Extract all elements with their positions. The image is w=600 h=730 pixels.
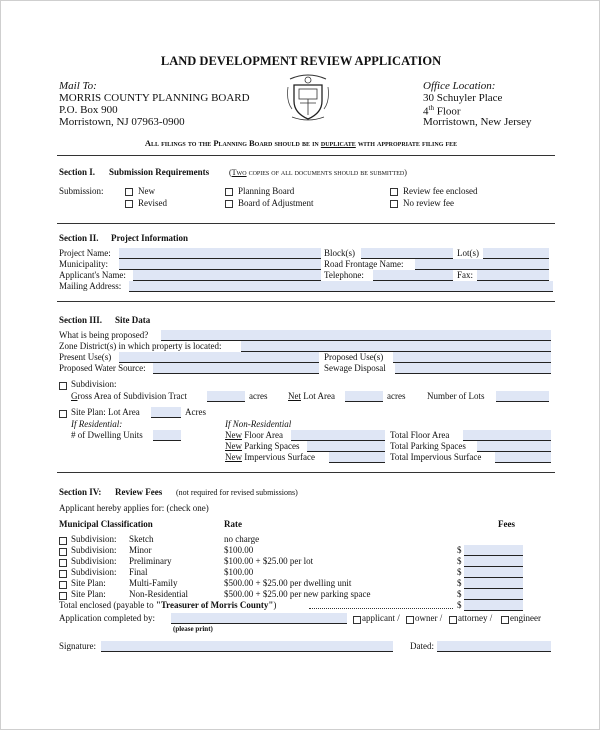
subdivision-label: Subdivision: xyxy=(71,379,117,389)
telephone-field[interactable] xyxy=(373,270,453,281)
section4-heading: Section IV: xyxy=(59,487,102,497)
new-floor-underlined: New xyxy=(225,430,242,440)
new-floor-area-field[interactable] xyxy=(291,430,385,441)
gross-area-rest: ross Area of Subdivision Tract xyxy=(77,391,188,401)
total-amount-field[interactable] xyxy=(464,600,523,611)
fee-row-rate: $500.00 + $25.00 per dwelling unit xyxy=(224,578,352,588)
site-plan-acres-label: Acres xyxy=(185,407,206,417)
fee-row-type: Subdivision: xyxy=(71,534,117,544)
new-parking-label xyxy=(225,441,300,451)
net-lot-area-rest: Lot Area xyxy=(301,391,335,401)
office-floor-number: 4 xyxy=(423,105,429,118)
gross-area-label xyxy=(71,391,187,401)
what-proposed-field[interactable] xyxy=(161,330,551,341)
net-underlined: Net xyxy=(288,391,301,401)
dwelling-units-field[interactable] xyxy=(153,430,181,441)
fee-dollar-sign: $ xyxy=(457,589,462,599)
project-name-label: Project Name: xyxy=(59,248,111,258)
board-of-adjustment-checkbox[interactable] xyxy=(225,200,233,208)
net-acres-label: acres xyxy=(387,391,406,401)
fee-row-rate: $100.00 xyxy=(224,567,254,577)
fee-row-kind: Minor xyxy=(129,545,152,555)
fax-field[interactable] xyxy=(477,270,549,281)
new-impervious-label xyxy=(225,452,315,462)
what-proposed-label: What is being proposed? xyxy=(59,330,149,340)
engineer-checkbox[interactable] xyxy=(501,616,509,624)
water-source-label: Proposed Water Source: xyxy=(59,363,146,373)
municipality-label: Municipality: xyxy=(59,259,108,269)
planning-board-label: Planning Board xyxy=(238,186,295,196)
section1-note-two: Two xyxy=(231,168,247,177)
fax-label: Fax: xyxy=(457,270,474,280)
fee-row-kind: Multi-Family xyxy=(129,578,178,588)
fee-row-kind: Non-Residential xyxy=(129,589,188,599)
water-source-field[interactable] xyxy=(153,363,319,374)
fee-dollar-sign: $ xyxy=(457,578,462,588)
planning-board-checkbox[interactable] xyxy=(225,188,233,196)
fee-row-checkbox[interactable] xyxy=(59,537,67,545)
fee-row-rate: $100.00 + $25.00 per lot xyxy=(224,556,314,566)
mailing-address-field[interactable] xyxy=(129,281,553,292)
revised-option-label: Revised xyxy=(138,198,167,208)
new-floor-area-label xyxy=(225,430,283,440)
if-nonresidential-label: If Non-Residential xyxy=(225,419,292,429)
filing-notice xyxy=(1,138,600,148)
fee-amount-field[interactable] xyxy=(464,567,523,578)
completed-by-label: Application completed by: xyxy=(59,613,155,623)
site-plan-checkbox[interactable] xyxy=(59,410,67,418)
signature-label: Signature: xyxy=(59,641,96,651)
no-review-fee-label: No review fee xyxy=(403,198,454,208)
new-impervious-rest: Impervious Surface xyxy=(242,452,315,462)
total-enclosed-label xyxy=(59,600,276,610)
new-impervious-underlined: New xyxy=(225,452,242,462)
col-classification-header: Municipal Classification xyxy=(59,519,153,529)
board-of-adjustment-label: Board of Adjustment xyxy=(238,198,314,208)
present-use-field[interactable] xyxy=(119,352,319,363)
col-rate-header: Rate xyxy=(224,519,242,529)
number-of-lots-label: Number of Lots xyxy=(427,391,485,401)
please-print-note: (please print) xyxy=(173,625,213,633)
new-parking-field[interactable] xyxy=(307,441,385,452)
lot-field[interactable] xyxy=(483,248,549,259)
present-use-label: Present Use(s) xyxy=(59,352,112,362)
telephone-label: Telephone: xyxy=(324,270,364,280)
fee-dollar-sign: $ xyxy=(457,545,462,555)
page-title: LAND DEVELOPMENT REVIEW APPLICATION xyxy=(160,54,442,68)
office-floor-word: Floor xyxy=(433,105,461,118)
sewage-field[interactable] xyxy=(395,363,551,374)
fee-row-type: Site Plan: xyxy=(71,589,106,599)
signature-field[interactable] xyxy=(101,641,393,652)
divider xyxy=(57,223,555,224)
fee-dollar-sign: $ xyxy=(457,567,462,577)
fee-row-checkbox[interactable] xyxy=(59,559,67,567)
mail-to-label: Mail To: xyxy=(59,80,97,92)
divider xyxy=(57,301,555,302)
total-parking-label: Total Parking Spaces xyxy=(390,441,466,451)
applicant-role-label: applicant / xyxy=(362,613,400,623)
col-fees-header: Fees xyxy=(498,519,515,529)
divider xyxy=(57,155,555,156)
leader-dots xyxy=(309,608,453,609)
net-lot-area-field[interactable] xyxy=(345,391,383,402)
total-payee: "Treasurer of Morris County" xyxy=(155,600,274,610)
total-impervious-label: Total Impervious Surface xyxy=(390,452,482,462)
lot-label: Lot(s) xyxy=(457,248,479,258)
fee-row-checkbox[interactable] xyxy=(59,592,67,600)
applicant-checkbox[interactable] xyxy=(353,616,361,624)
road-frontage-label: Road Frontage Name: xyxy=(324,259,404,269)
fee-row-kind: Final xyxy=(129,567,148,577)
number-of-lots-field[interactable] xyxy=(496,391,549,402)
fee-amount-field[interactable] xyxy=(464,545,523,556)
block-label: Block(s) xyxy=(324,248,355,258)
review-fee-enclosed-checkbox[interactable] xyxy=(390,188,398,196)
new-parking-underlined: New xyxy=(225,441,242,451)
subdivision-checkbox[interactable] xyxy=(59,382,67,390)
fee-amount-field[interactable] xyxy=(464,589,523,600)
engineer-role-label: engineer xyxy=(510,613,541,623)
fee-row-checkbox[interactable] xyxy=(59,548,67,556)
fee-amount-field[interactable] xyxy=(464,578,523,589)
section4-note: (not required for revised submissions) xyxy=(176,488,298,497)
office-line1: 30 Schuyler Place xyxy=(423,92,503,104)
fee-row-type: Subdivision: xyxy=(71,567,117,577)
fee-row-kind: Preliminary xyxy=(129,556,172,566)
total-impervious-field[interactable] xyxy=(495,452,551,463)
fee-row-checkbox[interactable] xyxy=(59,581,67,589)
section2-heading: Section II. xyxy=(59,233,99,243)
proposed-use-field[interactable] xyxy=(393,352,551,363)
total-dollar-sign: $ xyxy=(457,600,462,610)
dwelling-units-label: # of Dwelling Units xyxy=(71,430,143,440)
total-close: ) xyxy=(273,600,277,610)
fee-row-kind: Sketch xyxy=(129,534,154,544)
no-review-fee-checkbox[interactable] xyxy=(390,200,398,208)
office-line3: Morristown, New Jersey xyxy=(423,116,532,128)
filing-notice-part3: with appropriate filing fee xyxy=(355,138,458,148)
fee-amount-field[interactable] xyxy=(464,556,523,567)
applicant-name-label: Applicant's Name: xyxy=(59,270,126,280)
mail-to-line3: Morristown, NJ 07963-0900 xyxy=(59,116,185,128)
section1-heading: Section I. xyxy=(59,167,95,177)
total-floor-area-label: Total Floor Area xyxy=(390,430,450,440)
fee-row-type: Site Plan: xyxy=(71,578,106,588)
site-plan-lot-area-field[interactable] xyxy=(151,407,181,418)
county-seal-icon xyxy=(286,71,330,123)
road-frontage-field[interactable] xyxy=(415,259,549,270)
new-floor-rest: Floor Area xyxy=(242,430,283,440)
revised-checkbox[interactable] xyxy=(125,200,133,208)
section1-note-rest: copies of all documents should be submitted) xyxy=(246,168,407,177)
new-checkbox[interactable] xyxy=(125,188,133,196)
sewage-label: Sewage Disposal xyxy=(324,363,386,373)
zone-district-field[interactable] xyxy=(241,341,551,352)
new-parking-rest: Parking Spaces xyxy=(242,441,300,451)
fee-row-checkbox[interactable] xyxy=(59,570,67,578)
proposed-use-label: Proposed Use(s) xyxy=(324,352,384,362)
divider xyxy=(57,472,555,473)
section3-heading: Section III. xyxy=(59,315,103,325)
site-plan-lot-area-label: Site Plan: Lot Area xyxy=(71,407,140,417)
office-floor-suffix: th xyxy=(428,104,434,112)
attorney-checkbox[interactable] xyxy=(449,616,457,624)
mail-to-line1: MORRIS COUNTY PLANNING BOARD xyxy=(59,92,250,104)
zone-district-label: Zone District(s) in which property is located: xyxy=(59,341,222,351)
gross-area-field[interactable] xyxy=(207,391,245,402)
total-enclosed-text: Total enclosed (payable to xyxy=(59,600,156,610)
dated-field[interactable] xyxy=(437,641,551,652)
fee-row-rate: $500.00 + $25.00 per new parking space xyxy=(224,589,371,599)
if-residential-label: If Residential: xyxy=(71,419,123,429)
section1-note xyxy=(229,168,407,177)
review-fee-enclosed-label: Review fee enclosed xyxy=(403,186,478,196)
block-field[interactable] xyxy=(361,248,453,259)
gross-acres-label: acres xyxy=(249,391,268,401)
gross-area-letter: G xyxy=(71,391,78,401)
owner-checkbox[interactable] xyxy=(406,616,414,624)
attorney-role-label: attorney / xyxy=(458,613,493,623)
submission-label: Submission: xyxy=(59,186,104,196)
applicant-name-field[interactable] xyxy=(133,270,321,281)
fee-row-rate: $100.00 xyxy=(224,545,254,555)
total-floor-area-field[interactable] xyxy=(463,430,551,441)
section1-note-open: ( xyxy=(229,168,232,177)
fee-dollar-sign: $ xyxy=(457,556,462,566)
office-label: Office Location: xyxy=(423,80,496,92)
net-lot-area-label xyxy=(288,391,335,401)
section1-title: Submission Requirements xyxy=(109,167,210,177)
section2-title: Project Information xyxy=(111,233,189,243)
fee-row-type: Subdivision: xyxy=(71,556,117,566)
dated-label: Dated: xyxy=(410,641,434,651)
filing-notice-part1: All filings to the Planning Board should be in xyxy=(144,138,321,148)
completed-by-field[interactable] xyxy=(171,613,347,624)
municipality-field[interactable] xyxy=(119,259,321,270)
mail-to-line2: P.O. Box 900 xyxy=(59,104,118,116)
new-option-label: New xyxy=(138,186,155,196)
section3-title: Site Data xyxy=(115,315,151,325)
section4-title: Review Fees xyxy=(115,487,163,497)
applies-for-label: Applicant hereby applies for: (check one) xyxy=(59,503,209,513)
new-impervious-field[interactable] xyxy=(329,452,385,463)
filing-notice-duplicate: duplicate xyxy=(320,138,356,148)
total-parking-field[interactable] xyxy=(477,441,551,452)
project-name-field[interactable] xyxy=(119,248,321,259)
mailing-address-label: Mailing Address: xyxy=(59,281,122,291)
owner-role-label: owner / xyxy=(415,613,443,623)
fee-row-type: Subdivision: xyxy=(71,545,117,555)
fee-row-rate: no charge xyxy=(224,534,260,544)
